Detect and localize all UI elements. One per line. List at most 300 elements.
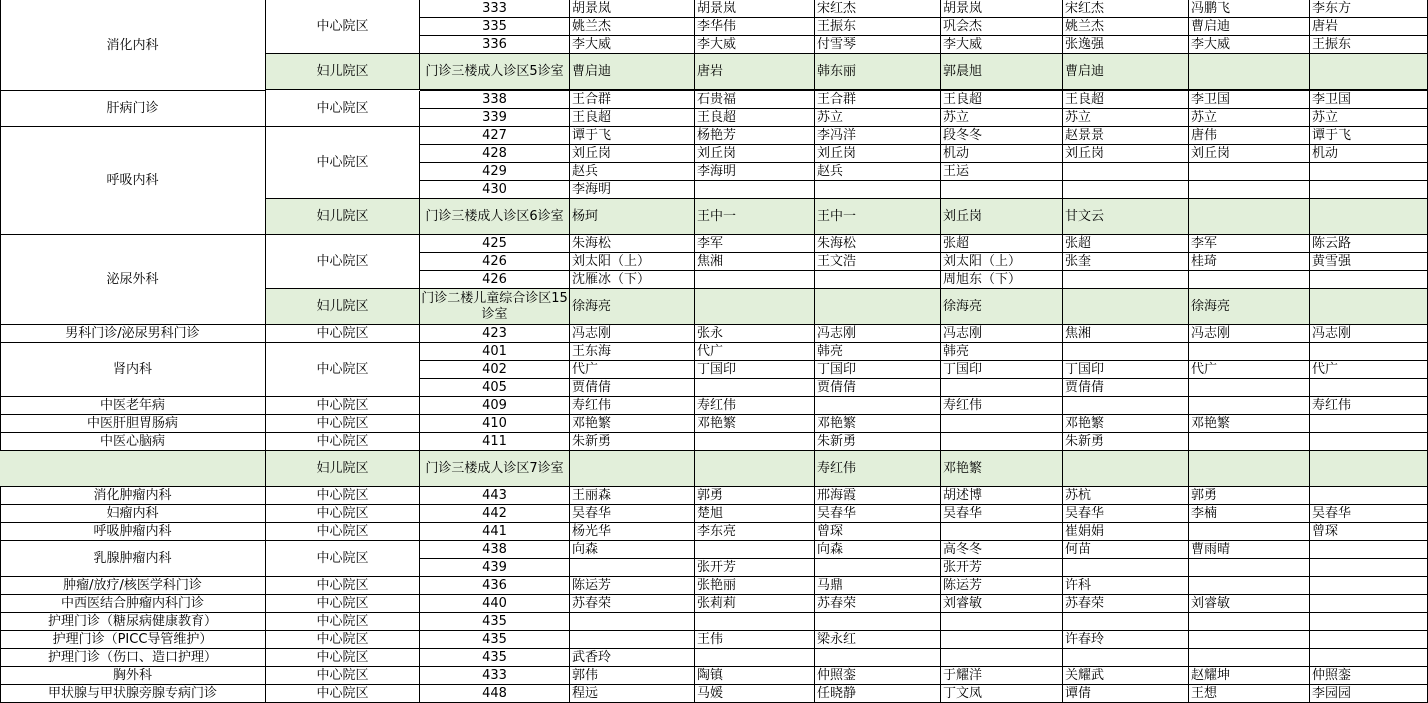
doctor-cell: 刘丘岗	[1189, 145, 1310, 163]
doctor-cell	[1063, 649, 1189, 667]
room-cell: 405	[420, 379, 570, 397]
doctor-cell	[1310, 54, 1428, 90]
department-cell: 中医心脑病	[0, 433, 266, 451]
doctor-cell: 贾倩倩	[570, 379, 695, 397]
doctor-cell: 王中一	[695, 199, 815, 235]
campus-cell: 妇儿院区	[266, 451, 420, 487]
doctor-cell: 曹雨晴	[1189, 541, 1310, 559]
doctor-cell: 刘睿敏	[941, 595, 1063, 613]
doctor-cell	[1189, 613, 1310, 631]
doctor-cell	[1189, 577, 1310, 595]
doctor-cell: 陈运芳	[570, 577, 695, 595]
doctor-cell: 程远	[570, 685, 695, 703]
doctor-cell: 苏杭	[1063, 487, 1189, 505]
room-cell: 430	[420, 181, 570, 199]
doctor-cell: 唐岩	[1310, 18, 1428, 36]
department-cell: 消化内科	[0, 0, 266, 91]
doctor-cell: 巩会杰	[941, 18, 1063, 36]
doctor-cell	[695, 271, 815, 289]
doctor-cell	[1310, 343, 1428, 361]
doctor-cell	[1063, 181, 1189, 199]
doctor-cell: 李军	[695, 235, 815, 253]
doctor-cell: 朱新勇	[570, 433, 695, 451]
doctor-cell	[1063, 163, 1189, 181]
doctor-cell: 桂琦	[1189, 253, 1310, 271]
doctor-cell: 任晓静	[815, 685, 941, 703]
campus-cell: 中心院区	[266, 613, 420, 631]
doctor-cell: 王丽森	[570, 487, 695, 505]
campus-cell: 中心院区	[266, 433, 420, 451]
doctor-cell	[815, 289, 941, 325]
doctor-cell: 王振东	[1310, 36, 1428, 54]
doctor-cell: 丁国印	[1063, 361, 1189, 379]
doctor-cell: 曹启迪	[1189, 18, 1310, 36]
campus-cell: 中心院区	[266, 523, 420, 541]
doctor-cell	[1310, 271, 1428, 289]
room-cell: 338	[420, 91, 570, 109]
doctor-cell: 李东亮	[695, 523, 815, 541]
doctor-cell: 寿红伟	[815, 451, 941, 487]
campus-cell: 中心院区	[266, 595, 420, 613]
room-cell: 438	[420, 541, 570, 559]
doctor-cell	[1310, 631, 1428, 649]
doctor-cell: 邓艳繁	[695, 415, 815, 433]
department-cell: 肿瘤/放疗/核医学科门诊	[0, 577, 266, 595]
doctor-cell: 机动	[941, 145, 1063, 163]
doctor-cell	[815, 613, 941, 631]
doctor-cell: 马媛	[695, 685, 815, 703]
doctor-cell: 李大威	[570, 36, 695, 54]
doctor-cell: 苏立	[1189, 109, 1310, 127]
doctor-cell: 胡景岚	[570, 0, 695, 18]
doctor-cell	[695, 181, 815, 199]
department-cell: 呼吸肿瘤内科	[0, 523, 266, 541]
doctor-cell	[1310, 415, 1428, 433]
doctor-cell: 赵兵	[570, 163, 695, 181]
doctor-cell: 郭勇	[1189, 487, 1310, 505]
doctor-cell: 许春玲	[1063, 631, 1189, 649]
doctor-cell: 王中一	[815, 199, 941, 235]
doctor-cell: 机动	[1310, 145, 1428, 163]
doctor-cell: 代广	[570, 361, 695, 379]
department-cell: 肾内科	[0, 343, 266, 397]
room-cell: 门诊二楼儿童综合诊区15诊室	[420, 289, 570, 325]
doctor-cell: 苏立	[941, 109, 1063, 127]
doctor-cell: 张超	[941, 235, 1063, 253]
doctor-cell: 张开芳	[941, 559, 1063, 577]
doctor-cell: 李海明	[695, 163, 815, 181]
doctor-cell: 王良超	[941, 91, 1063, 109]
doctor-cell: 黄雪强	[1310, 253, 1428, 271]
room-cell: 336	[420, 36, 570, 54]
doctor-cell: 邢海霞	[815, 487, 941, 505]
doctor-cell: 曾琛	[815, 523, 941, 541]
doctor-cell: 陶镇	[695, 667, 815, 685]
doctor-cell: 冯志刚	[1189, 325, 1310, 343]
doctor-cell	[1310, 379, 1428, 397]
doctor-cell: 王伟	[695, 631, 815, 649]
doctor-cell	[1310, 199, 1428, 235]
room-cell: 435	[420, 613, 570, 631]
room-cell: 443	[420, 487, 570, 505]
doctor-cell	[1063, 451, 1189, 487]
doctor-cell: 姚兰杰	[570, 18, 695, 36]
doctor-cell	[1310, 433, 1428, 451]
doctor-cell: 唐岩	[695, 54, 815, 90]
campus-cell: 中心院区	[266, 0, 420, 54]
room-cell: 410	[420, 415, 570, 433]
doctor-cell: 寿红伟	[570, 397, 695, 415]
doctor-cell: 贾倩倩	[1063, 379, 1189, 397]
doctor-cell: 杨艳芳	[695, 127, 815, 145]
doctor-cell: 代广	[1189, 361, 1310, 379]
department-cell: 呼吸内科	[0, 127, 266, 235]
doctor-cell: 崔娟娟	[1063, 523, 1189, 541]
room-cell: 436	[420, 577, 570, 595]
doctor-cell: 许科	[1063, 577, 1189, 595]
campus-cell: 中心院区	[266, 91, 420, 127]
doctor-cell: 宋红杰	[815, 0, 941, 18]
doctor-cell: 刘太阳（上）	[570, 253, 695, 271]
campus-cell: 中心院区	[266, 577, 420, 595]
doctor-cell	[1189, 559, 1310, 577]
room-cell: 333	[420, 0, 570, 18]
doctor-cell	[1310, 541, 1428, 559]
doctor-cell	[1189, 523, 1310, 541]
department-cell: 妇瘤内科	[0, 505, 266, 523]
campus-cell: 中心院区	[266, 505, 420, 523]
room-cell: 441	[420, 523, 570, 541]
room-cell: 439	[420, 559, 570, 577]
doctor-cell: 邓艳繁	[941, 451, 1063, 487]
doctor-cell: 胡景岚	[941, 0, 1063, 18]
doctor-cell: 吴春华	[1310, 505, 1428, 523]
doctor-cell: 宋红杰	[1063, 0, 1189, 18]
doctor-cell	[941, 613, 1063, 631]
doctor-cell: 韩亮	[815, 343, 941, 361]
doctor-cell	[695, 451, 815, 487]
room-cell: 335	[420, 18, 570, 36]
doctor-cell	[1063, 343, 1189, 361]
room-cell: 425	[420, 235, 570, 253]
campus-cell: 中心院区	[266, 541, 420, 577]
doctor-cell: 王文浩	[815, 253, 941, 271]
doctor-cell: 丁国印	[941, 361, 1063, 379]
campus-cell: 中心院区	[266, 415, 420, 433]
department-cell: 甲状腺与甲状腺旁腺专病门诊	[0, 685, 266, 703]
doctor-cell: 刘丘岗	[815, 145, 941, 163]
doctor-cell	[815, 559, 941, 577]
doctor-cell: 谭于飞	[1310, 127, 1428, 145]
doctor-cell	[1189, 163, 1310, 181]
campus-cell: 中心院区	[266, 325, 420, 343]
campus-cell: 中心院区	[266, 667, 420, 685]
doctor-cell: 张超	[1063, 235, 1189, 253]
doctor-cell: 寿红伟	[1310, 397, 1428, 415]
department-cell: 护理门诊（PICC导管维护）	[0, 631, 266, 649]
doctor-cell: 王良超	[1063, 91, 1189, 109]
doctor-cell: 谭倩	[1063, 685, 1189, 703]
room-cell: 339	[420, 109, 570, 127]
doctor-cell: 李卫国	[1310, 91, 1428, 109]
doctor-cell	[1189, 271, 1310, 289]
doctor-cell: 朱海松	[570, 235, 695, 253]
doctor-cell: 苏春荣	[815, 595, 941, 613]
doctor-cell: 李华伟	[695, 18, 815, 36]
doctor-cell: 朱海松	[815, 235, 941, 253]
doctor-cell: 陈运芳	[941, 577, 1063, 595]
doctor-cell: 胡述博	[941, 487, 1063, 505]
doctor-cell	[695, 379, 815, 397]
doctor-cell: 赵景景	[1063, 127, 1189, 145]
doctor-cell: 郭伟	[570, 667, 695, 685]
doctor-cell: 关耀武	[1063, 667, 1189, 685]
doctor-cell: 周旭东（下）	[941, 271, 1063, 289]
doctor-cell	[1310, 649, 1428, 667]
doctor-cell	[570, 559, 695, 577]
doctor-cell: 冯鹏飞	[1189, 0, 1310, 18]
doctor-cell: 沈雁冰（下）	[570, 271, 695, 289]
doctor-cell	[1189, 631, 1310, 649]
doctor-cell	[1189, 451, 1310, 487]
doctor-cell: 徐海亮	[941, 289, 1063, 325]
room-cell: 426	[420, 271, 570, 289]
doctor-cell	[1310, 577, 1428, 595]
doctor-cell: 苏立	[1063, 109, 1189, 127]
room-cell: 门诊三楼成人诊区5诊室	[420, 54, 570, 90]
campus-cell: 中心院区	[266, 127, 420, 199]
doctor-cell	[1189, 54, 1310, 90]
room-cell: 门诊三楼成人诊区6诊室	[420, 199, 570, 235]
doctor-cell: 苏春荣	[1063, 595, 1189, 613]
doctor-cell	[1189, 397, 1310, 415]
doctor-cell: 贾倩倩	[815, 379, 941, 397]
doctor-cell: 苏立	[815, 109, 941, 127]
department-cell: 中医老年病	[0, 397, 266, 415]
doctor-cell	[1189, 181, 1310, 199]
doctor-cell: 李大威	[941, 36, 1063, 54]
doctor-cell: 王合群	[570, 91, 695, 109]
doctor-cell	[1063, 613, 1189, 631]
doctor-cell	[941, 433, 1063, 451]
department-cell	[0, 451, 266, 487]
doctor-cell	[1189, 433, 1310, 451]
room-cell: 435	[420, 631, 570, 649]
doctor-cell: 付雪琴	[815, 36, 941, 54]
doctor-cell: 郭晨旭	[941, 54, 1063, 90]
room-cell: 402	[420, 361, 570, 379]
doctor-cell: 寿红伟	[695, 397, 815, 415]
room-cell: 423	[420, 325, 570, 343]
campus-cell: 中心院区	[266, 631, 420, 649]
department-cell: 中医肝胆胃肠病	[0, 415, 266, 433]
department-cell: 护理门诊（糖尿病健康教育）	[0, 613, 266, 631]
doctor-cell: 张艳丽	[695, 577, 815, 595]
department-cell: 泌尿外科	[0, 235, 266, 325]
doctor-cell	[1310, 613, 1428, 631]
doctor-cell: 赵耀坤	[1189, 667, 1310, 685]
doctor-cell: 仲照銮	[1310, 667, 1428, 685]
room-cell: 门诊三楼成人诊区7诊室	[420, 451, 570, 487]
department-cell: 乳腺肿瘤内科	[0, 541, 266, 577]
doctor-cell: 王东海	[570, 343, 695, 361]
department-cell: 男科门诊/泌尿男科门诊	[0, 325, 266, 343]
doctor-cell	[570, 451, 695, 487]
doctor-cell: 王想	[1189, 685, 1310, 703]
doctor-cell: 寿红伟	[941, 397, 1063, 415]
doctor-cell	[941, 415, 1063, 433]
doctor-cell: 吴春华	[570, 505, 695, 523]
doctor-cell	[815, 649, 941, 667]
doctor-cell: 杨珂	[570, 199, 695, 235]
doctor-cell	[1310, 487, 1428, 505]
doctor-cell: 徐海亮	[1189, 289, 1310, 325]
doctor-cell: 杨光华	[570, 523, 695, 541]
doctor-cell: 李大威	[695, 36, 815, 54]
doctor-cell: 石贵福	[695, 91, 815, 109]
room-cell: 433	[420, 667, 570, 685]
doctor-cell: 吴春华	[941, 505, 1063, 523]
room-cell: 440	[420, 595, 570, 613]
doctor-cell: 张奎	[1063, 253, 1189, 271]
doctor-cell	[815, 397, 941, 415]
doctor-cell: 张逸强	[1063, 36, 1189, 54]
doctor-cell: 邓艳繁	[570, 415, 695, 433]
doctor-cell	[570, 613, 695, 631]
doctor-cell: 甘文云	[1063, 199, 1189, 235]
doctor-cell	[1189, 379, 1310, 397]
room-cell: 442	[420, 505, 570, 523]
doctor-cell: 李海明	[570, 181, 695, 199]
doctor-cell: 刘丘岗	[695, 145, 815, 163]
campus-cell: 中心院区	[266, 649, 420, 667]
doctor-cell: 冯志刚	[941, 325, 1063, 343]
doctor-cell	[1063, 271, 1189, 289]
doctor-cell: 楚旭	[695, 505, 815, 523]
department-cell: 护理门诊（伤口、造口护理）	[0, 649, 266, 667]
doctor-cell: 曹启迪	[570, 54, 695, 90]
doctor-cell: 王合群	[815, 91, 941, 109]
doctor-cell: 吴春华	[815, 505, 941, 523]
doctor-cell: 赵兵	[815, 163, 941, 181]
doctor-cell: 郭勇	[695, 487, 815, 505]
doctor-cell: 吴春华	[1063, 505, 1189, 523]
doctor-cell: 李大威	[1189, 36, 1310, 54]
doctor-cell: 韩东丽	[815, 54, 941, 90]
room-cell: 429	[420, 163, 570, 181]
doctor-cell: 张永	[695, 325, 815, 343]
doctor-cell: 于耀洋	[941, 667, 1063, 685]
doctor-cell	[941, 181, 1063, 199]
doctor-cell	[815, 181, 941, 199]
room-cell: 428	[420, 145, 570, 163]
room-cell: 448	[420, 685, 570, 703]
campus-cell: 中心院区	[266, 685, 420, 703]
campus-cell: 妇儿院区	[266, 199, 420, 235]
doctor-cell: 邓艳繁	[1063, 415, 1189, 433]
doctor-cell	[1310, 163, 1428, 181]
doctor-cell: 向森	[815, 541, 941, 559]
room-cell: 409	[420, 397, 570, 415]
doctor-cell: 王良超	[570, 109, 695, 127]
room-cell: 411	[420, 433, 570, 451]
doctor-cell: 焦湘	[1063, 325, 1189, 343]
room-cell: 435	[420, 649, 570, 667]
doctor-cell	[1063, 289, 1189, 325]
campus-cell: 妇儿院区	[266, 54, 420, 90]
doctor-cell: 丁国印	[815, 361, 941, 379]
department-cell: 消化肿瘤内科	[0, 487, 266, 505]
doctor-cell: 陈云路	[1310, 235, 1428, 253]
doctor-cell: 李东方	[1310, 0, 1428, 18]
doctor-cell: 代广	[1310, 361, 1428, 379]
campus-cell: 中心院区	[266, 397, 420, 415]
doctor-cell	[1310, 289, 1428, 325]
doctor-cell	[695, 613, 815, 631]
doctor-cell: 刘丘岗	[570, 145, 695, 163]
doctor-cell	[1189, 199, 1310, 235]
doctor-cell: 武香玲	[570, 649, 695, 667]
campus-cell: 中心院区	[266, 235, 420, 289]
doctor-cell	[941, 631, 1063, 649]
doctor-cell	[1310, 451, 1428, 487]
doctor-cell: 韩亮	[941, 343, 1063, 361]
doctor-cell: 徐海亮	[570, 289, 695, 325]
campus-cell: 中心院区	[266, 487, 420, 505]
doctor-cell	[1063, 397, 1189, 415]
doctor-cell: 朱新勇	[1063, 433, 1189, 451]
doctor-cell: 邓艳繁	[1189, 415, 1310, 433]
doctor-cell	[941, 649, 1063, 667]
doctor-cell: 姚兰杰	[1063, 18, 1189, 36]
doctor-cell: 唐伟	[1189, 127, 1310, 145]
doctor-cell	[1310, 595, 1428, 613]
room-cell: 427	[420, 127, 570, 145]
doctor-cell: 丁国印	[695, 361, 815, 379]
doctor-cell: 朱新勇	[815, 433, 941, 451]
department-cell: 中西医结合肿瘤内科门诊	[0, 595, 266, 613]
doctor-cell: 王运	[941, 163, 1063, 181]
doctor-cell: 苏立	[1310, 109, 1428, 127]
doctor-cell: 张开芳	[695, 559, 815, 577]
doctor-cell: 马鼎	[815, 577, 941, 595]
doctor-cell: 焦湘	[695, 253, 815, 271]
doctor-cell: 梁永红	[815, 631, 941, 649]
doctor-cell: 曹启迪	[1063, 54, 1189, 90]
department-cell: 胸外科	[0, 667, 266, 685]
doctor-cell: 冯志刚	[815, 325, 941, 343]
doctor-cell: 刘丘岗	[1063, 145, 1189, 163]
doctor-cell: 李军	[1189, 235, 1310, 253]
doctor-cell	[1310, 559, 1428, 577]
doctor-cell: 冯志刚	[570, 325, 695, 343]
doctor-cell: 胡景岚	[695, 0, 815, 18]
doctor-cell: 何苗	[1063, 541, 1189, 559]
doctor-cell	[815, 271, 941, 289]
doctor-cell	[695, 649, 815, 667]
doctor-cell	[570, 631, 695, 649]
doctor-cell: 刘太阳（上）	[941, 253, 1063, 271]
doctor-cell	[1189, 649, 1310, 667]
doctor-cell	[695, 289, 815, 325]
doctor-cell: 李卫国	[1189, 91, 1310, 109]
doctor-cell: 代广	[695, 343, 815, 361]
doctor-cell: 刘睿敏	[1189, 595, 1310, 613]
doctor-cell: 谭于飞	[570, 127, 695, 145]
doctor-cell: 丁文凤	[941, 685, 1063, 703]
department-cell: 肝病门诊	[0, 91, 266, 127]
doctor-cell: 张莉莉	[695, 595, 815, 613]
